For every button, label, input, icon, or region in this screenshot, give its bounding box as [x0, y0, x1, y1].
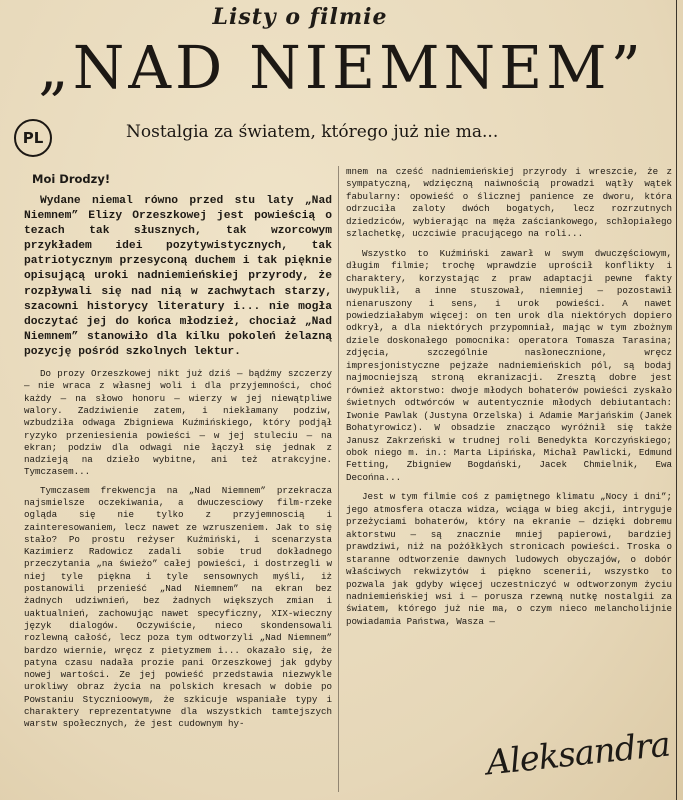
- body-paragraph: Wszystko to Kuźmiński zawarł w swym dwuczęściowym, długim filmie; trochę wprawdzie uprościł konflikty i charaktery, korzystając z praw adaptacji pewne fakty uwypuklił, a inne stuszował, niemniej — pozostawił nienaruszony i sens, i urok powieści. A nawet powiedziałabym więcej: on ten urok dla niektórych dopiero odkrył, a dla niektórych przypomniał, mając w tym zbożnym dziele doskonałego pomocnika: operatora Tomasza Tarasina; zdjęcia, szczególnie nasłonecznione, wręcz impresjonistyczne pejzaże nadniemieńskich pól, są bodaj najmocniejszą stroną ekranizacji. Zresztą dobre jest również aktorstwo: dwoje młodych bohaterów powieści zyskało świetnych odtwórców w autentycznie młodych debiutantach: Iwonie Pawlak (Justyna Orzelska) i Adamie Marjańskim (Janek Bohatyrowicz). W obsadzie znacząco wyróżnił się także Janusz Zakrzeński w trudnej roli Benedykta Korczyńskiego; obok niego m. in.: Marta Lipińska, Michał Pawlicki, Edmund Fetting, Zbigniew Bogdański, Jacek Chmielnik, Ewa Decońna...: [346, 247, 672, 483]
- body-paragraph: Jest w tym filmie coś z pamiętnego klimatu „Nocy i dni”; jego atmosfera otacza widza, wciąga w bieg akcji, intryguje przeżyciami bohaterów, który na ekranie — dzięki dobremu aktorstwu — są znacznie mniej papierowi, bardziej prawdziwi, niż na pożółkłych stronicach powieści. Troska o staranne odtworzenie dawnych ludowych obyczajów, o dobór właściwych rekwizytów i piękno scenerii, wszystko to pozwala jak gdyby więcej uczestniczyć w odtworzonym życiu nadniemieńskiej wsi i — porusza rzewną nutkę nostalgii za światem, którego już nie ma, o czym nieco melancholijnie powiadamia Państwa, Wasza —: [346, 491, 672, 627]
- body-paragraph: mnem na cześć nadniemieńskiej przyrody i wreszcie, że z sympatyczną, wdzięczną naiwnością prowadzi wątły wątek fabularny: opowieść o ślicznej panience ze dworu, która odrzuciła zaloty dwóch bogatych, lecz rozrzutnych dziedziców, wybierając na męża zaściankowego, schłopiałego szlachetkę, uczciwie pracującego na roli...: [346, 166, 672, 240]
- body-paragraph: Do prozy Orzeszkowej nikt już dziś — bądźmy szczerzy — nie wraca z własnej woli i dla przyjemności, choć każdy — na słowo honoru — wierzy w jej niewątpliwe walory. Zadziwienie zatem, i niekłamany podziw, wzbudziła odwaga Zbigniewa Kuźmińskiego, który podjął ryzyko przeniesienia powieści — w jej stuleciu — na ekran; podziw dla odwagi nie łączył się jednak z nadzieją na dzieło wybitne, ani też atrakcyjne. Tymczasem...: [24, 368, 332, 478]
- column-divider: [338, 166, 339, 792]
- article-subtitle: Nostalgia za światem, którego już nie ma...: [126, 122, 499, 142]
- page-edge: [676, 0, 677, 800]
- salutation: Moi Drodzy!: [32, 172, 111, 186]
- article-title: „NAD NIEMNEM”: [38, 33, 645, 102]
- left-column: [24, 194, 332, 786]
- right-column: [346, 166, 672, 766]
- body-paragraph: Tymczasem frekwencja na „Nad Niemnem” przekracza najsmielsze oczekiwania, a dwuczesciowy film-rzeke ogląda się nie tylko z przyjemnoscią i zainteresowaniem, lecz nawet ze wzruszeniem. Jak to się stało? Po prostu reżyser Kuźmiński, i scenarzysta Kazimierz Radowicz zadali sobie trud dokładnego przeczytania „na świeżo” całej powieści, i dostrzegli w niej tyle piękna i tyle sensownych myśli, iż postanowili przenieść „Nad Niemnem” na ekran bez żadnych udziwnień, bez żadnych większych zmian i uaktualnień, zachowując nawet specyficzny, XIX-wieczny język dialogów. Oczywiście, nieco skondensowali rozlewną całość, lecz poza tym odtworzyli „Nad Niemnem” bardzo wiernie, wręcz z pietyzmem i... okazało się, że patyna czasu nadała prozie pani Orzeszkowej jak gdyby nowej wartości. Ze jej powieść przedstawia niezwykle urokliwy obraz życia na polskich kresach w dobie po Powstaniu Stycznioowym, że szkicuje wspaniałe typy i charaktery reprezentatywne dla wszystkich tamtejszych warstw społecznych, że jest cudownym hy-: [24, 484, 332, 730]
- lead-paragraph: Wydane niemal równo przed stu laty „Nad Niemnem” Elizy Orzeszkowej jest powieścią o tezach tak słusznych, tak wzorcowym przykładem idei pozytywistycznych, tak patriotycznym przesyconą duchem i tak pięknie opisującą uroki nadniemieńskiej przyrody, że rozpływali się nad nią w zachwytach starzy, szacowni historycy literatury i... nie mogła doczytać jej do końca młodzież, chociaż „Nad Niemnem” stanowiło dla kilku pokoleń żelazną pozycję pośród szkolnych lektur.: [24, 195, 332, 358]
- pl-badge-icon: PL: [14, 119, 52, 157]
- section-heading: Listy o filmie: [212, 4, 388, 30]
- handwritten-signature: Aleksandra: [484, 724, 672, 784]
